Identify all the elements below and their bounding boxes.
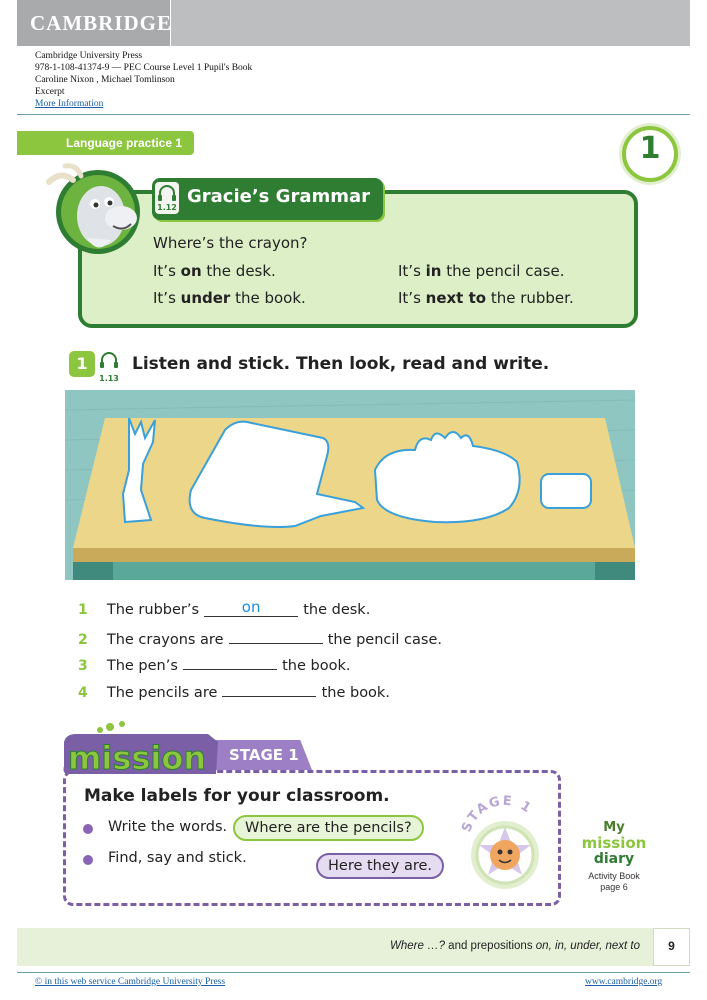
question-text-before: The crayons are [106, 632, 224, 648]
headphones-icon [97, 350, 121, 370]
exercise-number: 1 [69, 351, 95, 377]
website-link[interactable]: www.cambridge.org [585, 977, 663, 987]
answer-blank[interactable] [222, 679, 316, 697]
excerpt-label: Excerpt [35, 87, 65, 97]
diary-my: My [603, 820, 625, 835]
exercise-instruction: Listen and stick. Then look, read and write. [132, 354, 550, 374]
mission-bullet-1: Write the words. [108, 819, 228, 835]
question-text-before: The rubber’s [106, 602, 200, 618]
question-2 [78, 626, 442, 648]
question-number: 2 [78, 632, 88, 648]
bullet-icon [83, 855, 93, 865]
exercise-audio-badge[interactable] [97, 350, 121, 383]
question-text-after: the book. [282, 658, 351, 674]
desk-sticker-scene[interactable] [65, 390, 635, 580]
mission-logo-text: mission [68, 739, 207, 777]
question-4 [78, 679, 390, 701]
diary-label: diary [593, 851, 635, 867]
question-text-after: the pencil case. [327, 632, 442, 648]
speech-bubble-answer: Here they are. [316, 853, 444, 879]
divider [17, 972, 690, 973]
question-text-after: the desk. [303, 602, 371, 618]
authors: Caroline Nixon , Michael Tomlinson [35, 75, 175, 85]
isbn-line: 978-1-108-41374-9 — PEC Course Level 1 Pupil's Book [35, 63, 253, 73]
answer-text: on [241, 598, 261, 616]
grammar-line-under: It’s under the book. [153, 289, 306, 307]
footer-topic: Where …? and prepositions on, in, under, next to [390, 940, 640, 952]
answer-blank[interactable] [183, 652, 277, 670]
diary-mission: mission [581, 834, 647, 852]
question-3 [78, 652, 350, 674]
grammar-title: Gracie’s Grammar [187, 186, 370, 207]
mission-title: Make labels for your classroom. [84, 786, 390, 806]
grammar-question: Where’s the crayon? [153, 234, 308, 252]
mission-diary-panel [572, 820, 656, 893]
stage-badge-text: STAGE 1 [459, 793, 535, 835]
stage-label: STAGE 1 [229, 746, 299, 764]
question-number: 1 [78, 602, 88, 618]
unit-number: 1 [639, 131, 661, 166]
answer-blank[interactable] [204, 599, 298, 617]
gracie-goat-illustration [43, 160, 149, 260]
cambridge-logo: CAMBRIDGE [30, 11, 173, 35]
divider [17, 114, 690, 115]
diary-book: Activity Book [588, 871, 640, 881]
answer-blank[interactable] [229, 626, 323, 644]
grammar-line-on: It’s on the desk. [153, 262, 276, 280]
mission-bullet-2: Find, say and stick. [108, 850, 247, 866]
stage-badge-icon [455, 793, 555, 893]
publisher: Cambridge University Press [35, 51, 143, 61]
question-text-after: the book. [321, 685, 390, 701]
question-1 [78, 599, 370, 618]
diary-page: page 6 [600, 882, 628, 892]
mission-logo [60, 720, 300, 778]
grammar-line-next-to: It’s next to the rubber. [398, 289, 574, 307]
more-information-link[interactable]: More Information [35, 99, 104, 109]
question-text-before: The pencils are [106, 685, 218, 701]
section-tab-label: Language practice 1 [66, 136, 183, 150]
page-number: 9 [668, 939, 675, 953]
copyright-link[interactable]: © in this web service Cambridge University Press [35, 977, 226, 987]
exercise-audio-number: 1.13 [99, 374, 119, 383]
bullet-icon [83, 824, 93, 834]
speech-bubble-question: Where are the pencils? [233, 815, 424, 841]
grammar-line-in: It’s in the pencil case. [398, 262, 565, 280]
question-number: 3 [78, 658, 88, 674]
question-number: 4 [78, 685, 88, 701]
question-text-before: The pen’s [106, 658, 178, 674]
audio-track-number: 1.12 [157, 203, 177, 212]
